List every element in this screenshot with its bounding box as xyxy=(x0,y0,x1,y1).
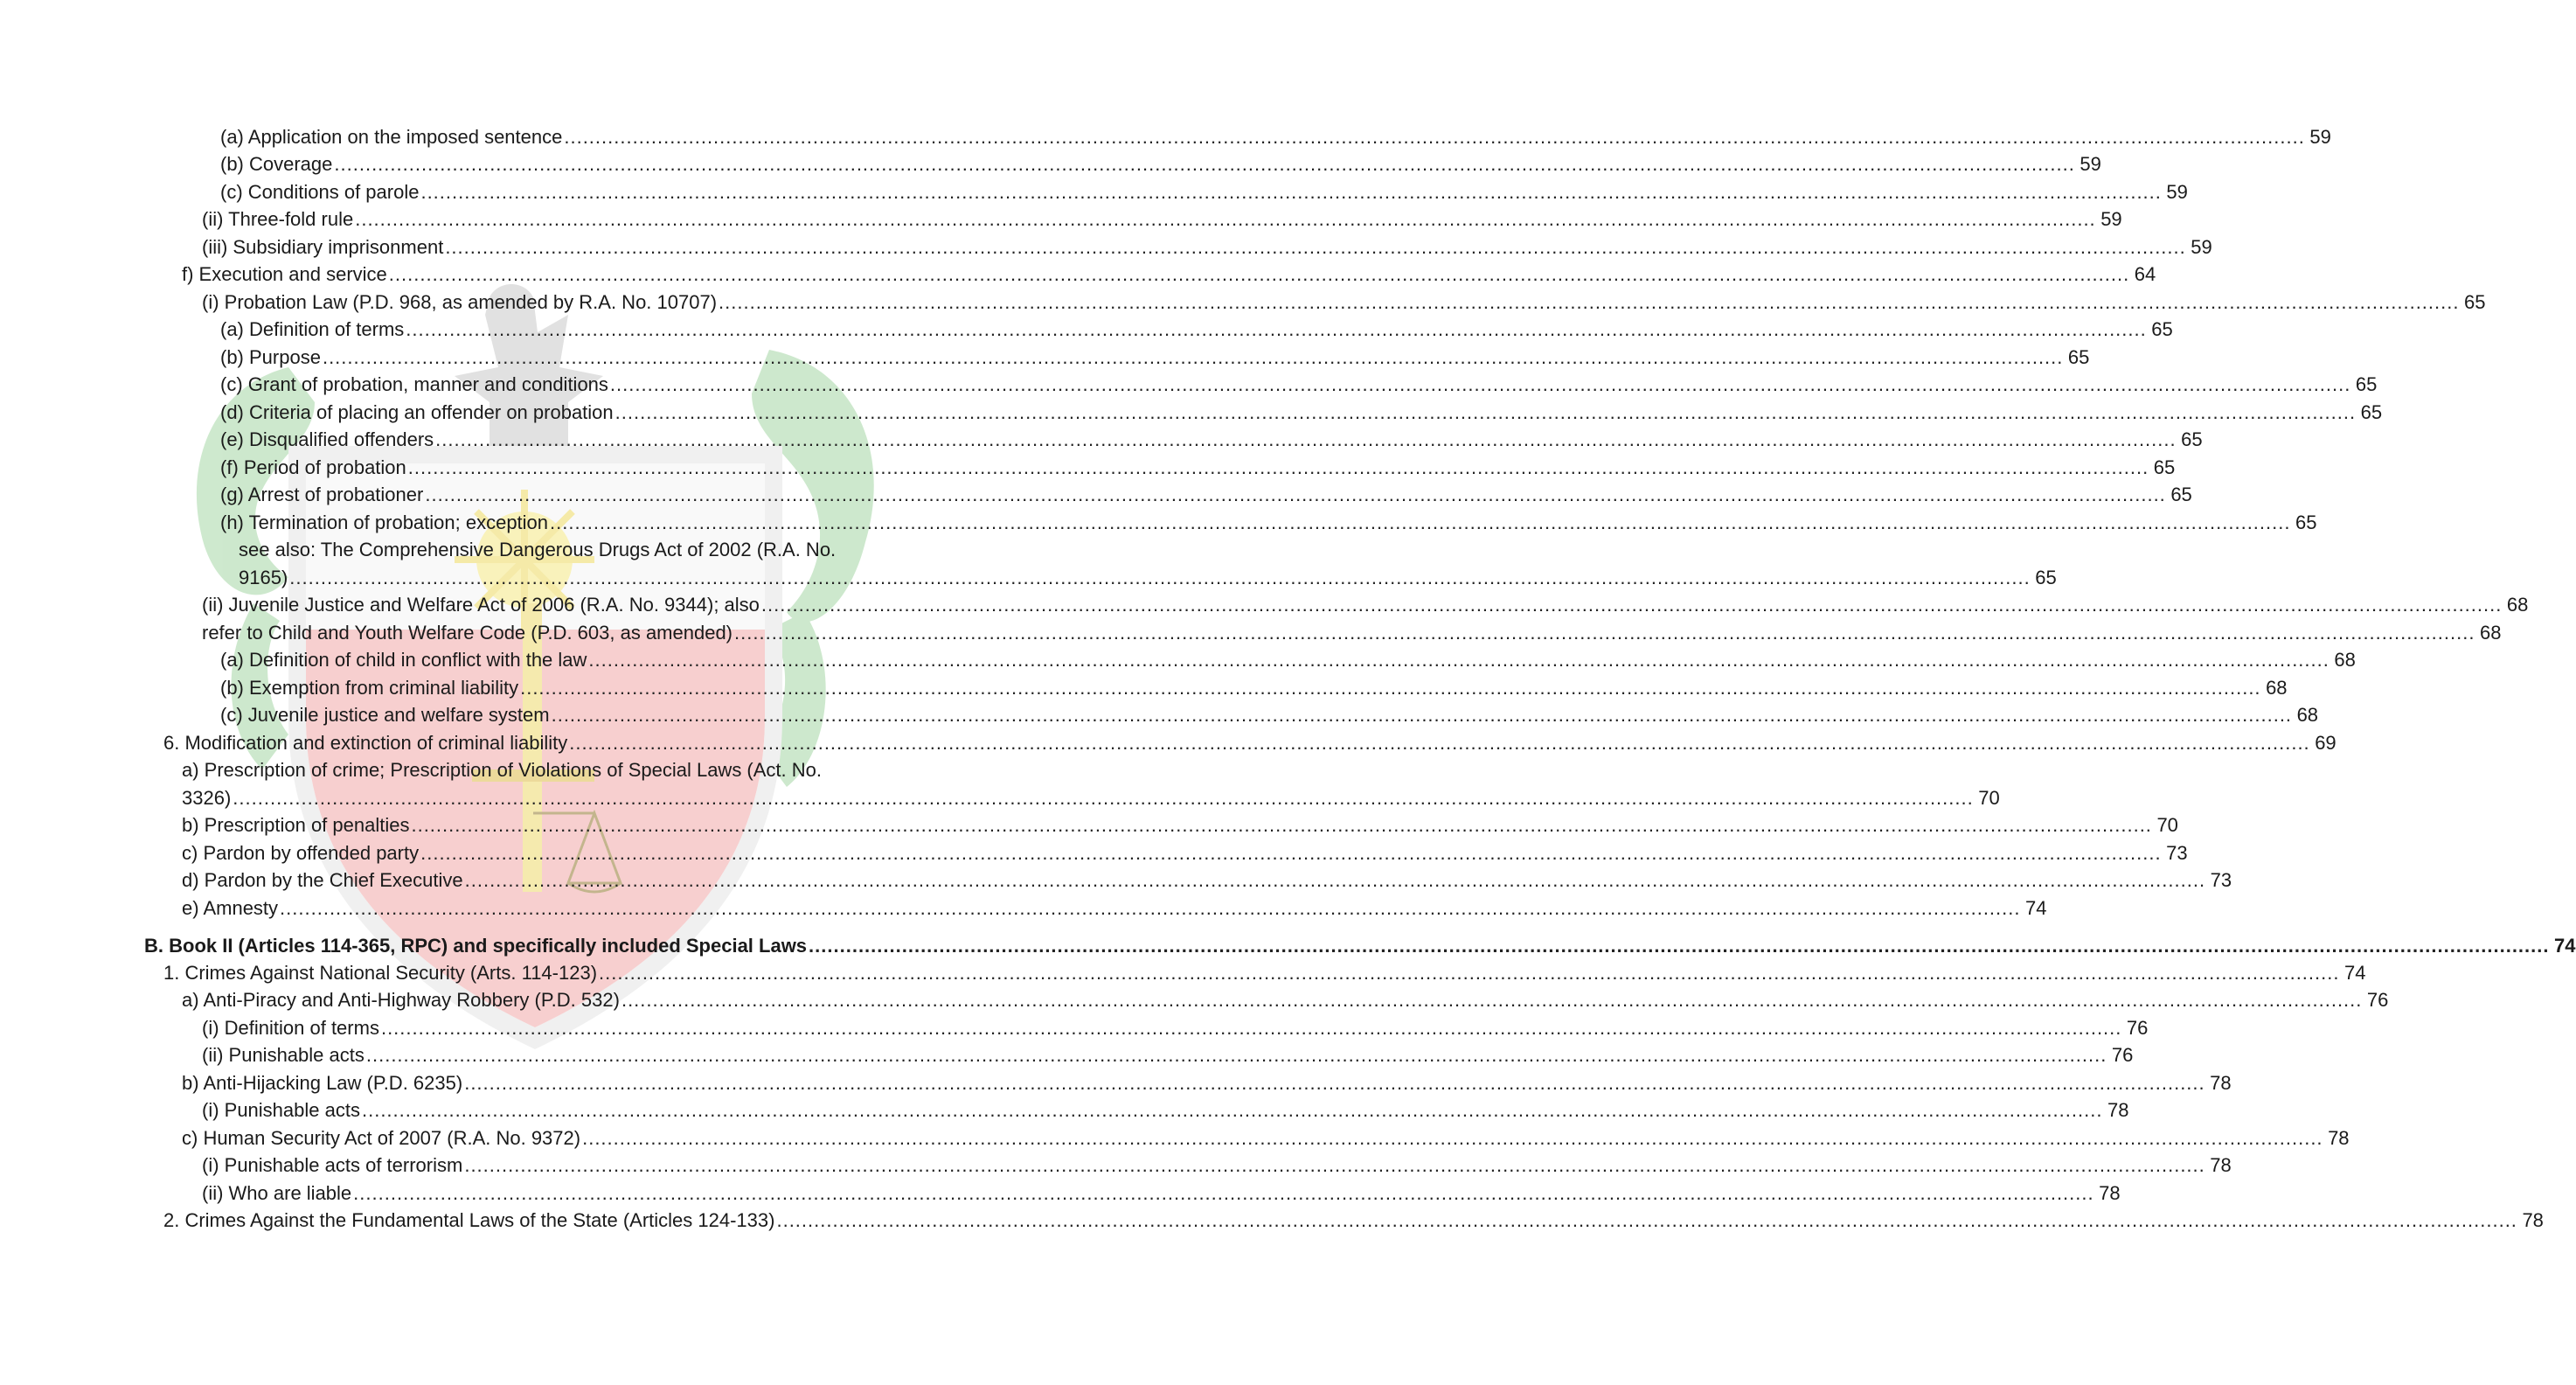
toc-entry-title: (ii) Juvenile Justice and Welfare Act of 2006 (R.A. No. 9344); also xyxy=(202,594,760,616)
toc-entry-title: (b) Purpose xyxy=(220,346,321,368)
toc-entry-title: b) Anti-Hijacking Law (P.D. 6235) xyxy=(182,1072,463,1094)
toc-entry[interactable] xyxy=(202,1096,2129,1124)
toc-entry-page: 68 xyxy=(2296,704,2319,726)
toc-entry-page: 68 xyxy=(2479,622,2502,644)
toc-entry-title: (g) Arrest of probationer xyxy=(220,484,424,505)
dot-leader xyxy=(420,178,2161,206)
dot-leader xyxy=(776,1207,2517,1235)
toc-entry-page: 73 xyxy=(2210,869,2232,891)
toc-entry[interactable] xyxy=(182,1069,2232,1097)
toc-entry[interactable] xyxy=(220,399,2383,427)
toc-entry[interactable] xyxy=(239,564,2057,592)
toc-entry-page: 78 xyxy=(2210,1154,2232,1176)
dot-leader xyxy=(615,399,2356,427)
toc-entry-title: (h) Termination of probation; exception xyxy=(220,512,549,533)
toc-entry[interactable] xyxy=(220,371,2378,399)
toc-entry-title: (ii) Punishable acts xyxy=(202,1044,365,1066)
dot-leader xyxy=(280,894,2020,922)
toc-entry-page: 65 xyxy=(2295,512,2317,533)
toc-entry[interactable] xyxy=(220,344,2090,372)
toc-entry-page: 78 xyxy=(2210,1072,2232,1094)
dot-leader xyxy=(353,1180,2093,1208)
toc-entry-page: 70 xyxy=(1978,787,2000,809)
toc-entry-title: a) Prescription of crime; Prescription of Violations of Special Laws (Act. No. xyxy=(182,759,823,781)
toc-entry-page: 65 xyxy=(2035,567,2057,588)
toc-section-heading[interactable] xyxy=(144,932,2576,960)
toc-entry[interactable] xyxy=(220,509,2317,537)
dot-leader xyxy=(588,646,2329,674)
toc-entry-page: 78 xyxy=(2099,1182,2121,1204)
toc-entry-title: 2. Crimes Against the Fundamental Laws of the State (Articles 124-133) xyxy=(163,1209,775,1231)
toc-entry[interactable] xyxy=(202,205,2122,233)
toc-entry-title: (b) Coverage xyxy=(220,153,333,175)
toc-entry-page: 69 xyxy=(2315,732,2336,754)
toc-entry[interactable] xyxy=(220,426,2203,454)
toc-entry-title: d) Pardon by the Chief Executive xyxy=(182,869,463,891)
toc-entry[interactable] xyxy=(202,619,2502,647)
dot-leader xyxy=(445,233,2185,261)
toc-entry-page: 70 xyxy=(2156,814,2178,836)
toc-entry[interactable] xyxy=(182,986,2389,1014)
toc-entry-page: 68 xyxy=(2506,594,2529,616)
toc-entry[interactable] xyxy=(163,729,2336,757)
toc-entry[interactable] xyxy=(202,1041,2134,1069)
toc-entry-page: 65 xyxy=(2355,373,2378,395)
toc-entry[interactable] xyxy=(182,894,2047,922)
toc-entry-page: 65 xyxy=(2067,346,2090,368)
toc-entry-title: (e) Disqualified offenders xyxy=(220,428,434,450)
dot-leader xyxy=(411,811,2151,839)
dot-leader xyxy=(323,344,2063,372)
toc-entry-title: (b) Exemption from criminal liability xyxy=(220,677,519,699)
toc-entry[interactable] xyxy=(220,178,2188,206)
toc-entry[interactable] xyxy=(220,701,2319,729)
dot-leader xyxy=(408,454,2149,482)
dot-leader xyxy=(464,1152,2205,1180)
dot-leader xyxy=(719,289,2459,317)
dot-leader xyxy=(465,866,2205,894)
toc-entry-title: (a) Definition of terms xyxy=(220,318,405,340)
dot-leader xyxy=(425,481,2165,509)
dot-leader xyxy=(362,1096,2102,1124)
toc-entry[interactable] xyxy=(202,1014,2149,1042)
toc-entry-page: 65 xyxy=(2170,484,2192,505)
toc-entry-page: 68 xyxy=(2266,677,2288,699)
dot-leader xyxy=(610,371,2350,399)
toc-entry[interactable] xyxy=(220,150,2101,178)
toc-entry[interactable] xyxy=(202,233,2212,261)
toc-entry-title: f) Execution and service xyxy=(182,263,387,285)
toc-entry-title: (i) Definition of terms xyxy=(202,1017,379,1039)
toc-entry-page: 74 xyxy=(2344,962,2366,984)
toc-entry-continued[interactable] xyxy=(239,536,934,564)
toc-entry-page: 76 xyxy=(2366,989,2389,1011)
dot-leader xyxy=(809,932,2549,960)
toc-entry[interactable] xyxy=(182,811,2178,839)
toc-entry-title: refer to Child and Youth Welfare Code (P.D. 603, as amended) xyxy=(202,622,733,644)
toc-entry-page: 59 xyxy=(2080,153,2101,175)
dot-leader xyxy=(464,1069,2205,1097)
toc-entry-title: e) Amnesty xyxy=(182,897,279,919)
toc-entry[interactable] xyxy=(163,959,2366,987)
toc-entry-page: 78 xyxy=(2107,1099,2129,1121)
toc-entry[interactable] xyxy=(182,866,2232,894)
dot-leader xyxy=(550,509,2290,537)
dot-leader xyxy=(289,564,2030,592)
toc-entry-title: 6. Modification and extinction of criminal liability xyxy=(163,732,568,754)
dot-leader xyxy=(355,205,2095,233)
toc-entry[interactable] xyxy=(182,1124,2350,1152)
dot-leader xyxy=(366,1041,2107,1069)
toc-entry-title: B. Book II (Articles 114-365, RPC) and specifically included Special Laws xyxy=(144,935,808,957)
toc-entry-page: 65 xyxy=(2360,401,2383,423)
dot-leader xyxy=(520,674,2260,702)
dot-leader xyxy=(734,619,2475,647)
dot-leader xyxy=(564,123,2304,151)
dot-leader xyxy=(761,591,2502,619)
toc-entry[interactable] xyxy=(220,454,2176,482)
toc-entry-title: (f) Period of probation xyxy=(220,456,406,478)
dot-leader xyxy=(552,701,2292,729)
dot-leader xyxy=(599,959,2339,987)
toc-entry-title: c) Human Security Act of 2007 (R.A. No. 9372) xyxy=(182,1127,581,1149)
toc-entry-page: 65 xyxy=(2464,291,2486,313)
toc-entry[interactable] xyxy=(182,839,2188,867)
toc-entry[interactable] xyxy=(220,316,2173,344)
toc-entry-page: 68 xyxy=(2334,649,2356,671)
dot-leader xyxy=(621,986,2362,1014)
toc-entry-title: (ii) Who are liable xyxy=(202,1182,352,1204)
toc-entry-page: 65 xyxy=(2181,428,2203,450)
toc-entry-title: (c) Conditions of parole xyxy=(220,181,420,203)
toc-entry[interactable] xyxy=(202,289,2486,317)
toc-entry-title: (iii) Subsidiary imprisonment xyxy=(202,236,444,258)
toc-entry[interactable] xyxy=(163,1207,2544,1235)
toc-entry[interactable] xyxy=(202,591,2529,619)
toc-entry-title: (a) Definition of child in conflict with the law xyxy=(220,649,587,671)
toc-entry[interactable] xyxy=(220,123,2331,151)
toc-entry-page: 59 xyxy=(2309,126,2331,148)
toc-entry-title: c) Pardon by offended party xyxy=(182,842,420,864)
toc-entry-title: (ii) Three-fold rule xyxy=(202,208,354,230)
toc-entry[interactable] xyxy=(202,1152,2232,1180)
dot-leader xyxy=(233,784,1973,812)
toc-entry-page: 59 xyxy=(2191,236,2212,258)
toc-entry-page: 59 xyxy=(2166,181,2188,203)
dot-leader xyxy=(420,839,2161,867)
dot-leader xyxy=(569,729,2309,757)
toc-entry-page: 78 xyxy=(2328,1127,2350,1149)
toc-entry-title: see also: The Comprehensive Dangerous Drugs Act of 2002 (R.A. No. xyxy=(239,539,837,560)
toc-entry[interactable] xyxy=(182,784,2000,812)
toc-entry-title: (d) Criteria of placing an offender on probation xyxy=(220,401,614,423)
toc-entry-page: 64 xyxy=(2134,263,2156,285)
toc-entry-title: (a) Application on the imposed sentence xyxy=(220,126,563,148)
toc-entry-title: (i) Probation Law (P.D. 968, as amended by R.A. No. 10707) xyxy=(202,291,718,313)
toc-entry[interactable] xyxy=(182,261,2156,289)
toc-entry-page: 78 xyxy=(2522,1209,2544,1231)
toc-entry[interactable] xyxy=(220,646,2356,674)
toc-entry[interactable] xyxy=(202,1180,2121,1208)
toc-entry-page: 65 xyxy=(2151,318,2173,340)
toc-entry-title: (i) Punishable acts xyxy=(202,1099,360,1121)
toc-entry-page: 73 xyxy=(2166,842,2188,864)
toc-entry-title: (c) Juvenile justice and welfare system xyxy=(220,704,550,726)
dot-leader xyxy=(381,1014,2121,1042)
toc-entry-title: a) Anti-Piracy and Anti-Highway Robbery (P.D. 532) xyxy=(182,989,620,1011)
dot-leader xyxy=(334,150,2074,178)
toc-entry[interactable] xyxy=(220,481,2192,509)
toc-entry-title: 1. Crimes Against National Security (Arts. 114-123) xyxy=(163,962,598,984)
dot-leader xyxy=(406,316,2146,344)
toc-entry-page: 74 xyxy=(2025,897,2047,919)
toc-entry-title: (i) Punishable acts of terrorism xyxy=(202,1154,463,1176)
dot-leader xyxy=(582,1124,2323,1152)
toc-entry-continued[interactable] xyxy=(182,756,934,784)
toc-entry-page: 76 xyxy=(2126,1017,2149,1039)
toc-entry-page: 65 xyxy=(2153,456,2176,478)
toc-entry[interactable] xyxy=(220,674,2288,702)
toc-entry-page: 59 xyxy=(2100,208,2122,230)
toc-entry-title: 9165) xyxy=(239,567,288,588)
dot-leader xyxy=(435,426,2176,454)
toc-entry-page: 74 xyxy=(2554,935,2576,957)
dot-leader xyxy=(389,261,2129,289)
toc-entry-title: (c) Grant of probation, manner and conditions xyxy=(220,373,608,395)
toc-entry-page: 76 xyxy=(2111,1044,2134,1066)
toc-entry-title: b) Prescription of penalties xyxy=(182,814,410,836)
toc-entry-title: 3326) xyxy=(182,787,232,809)
